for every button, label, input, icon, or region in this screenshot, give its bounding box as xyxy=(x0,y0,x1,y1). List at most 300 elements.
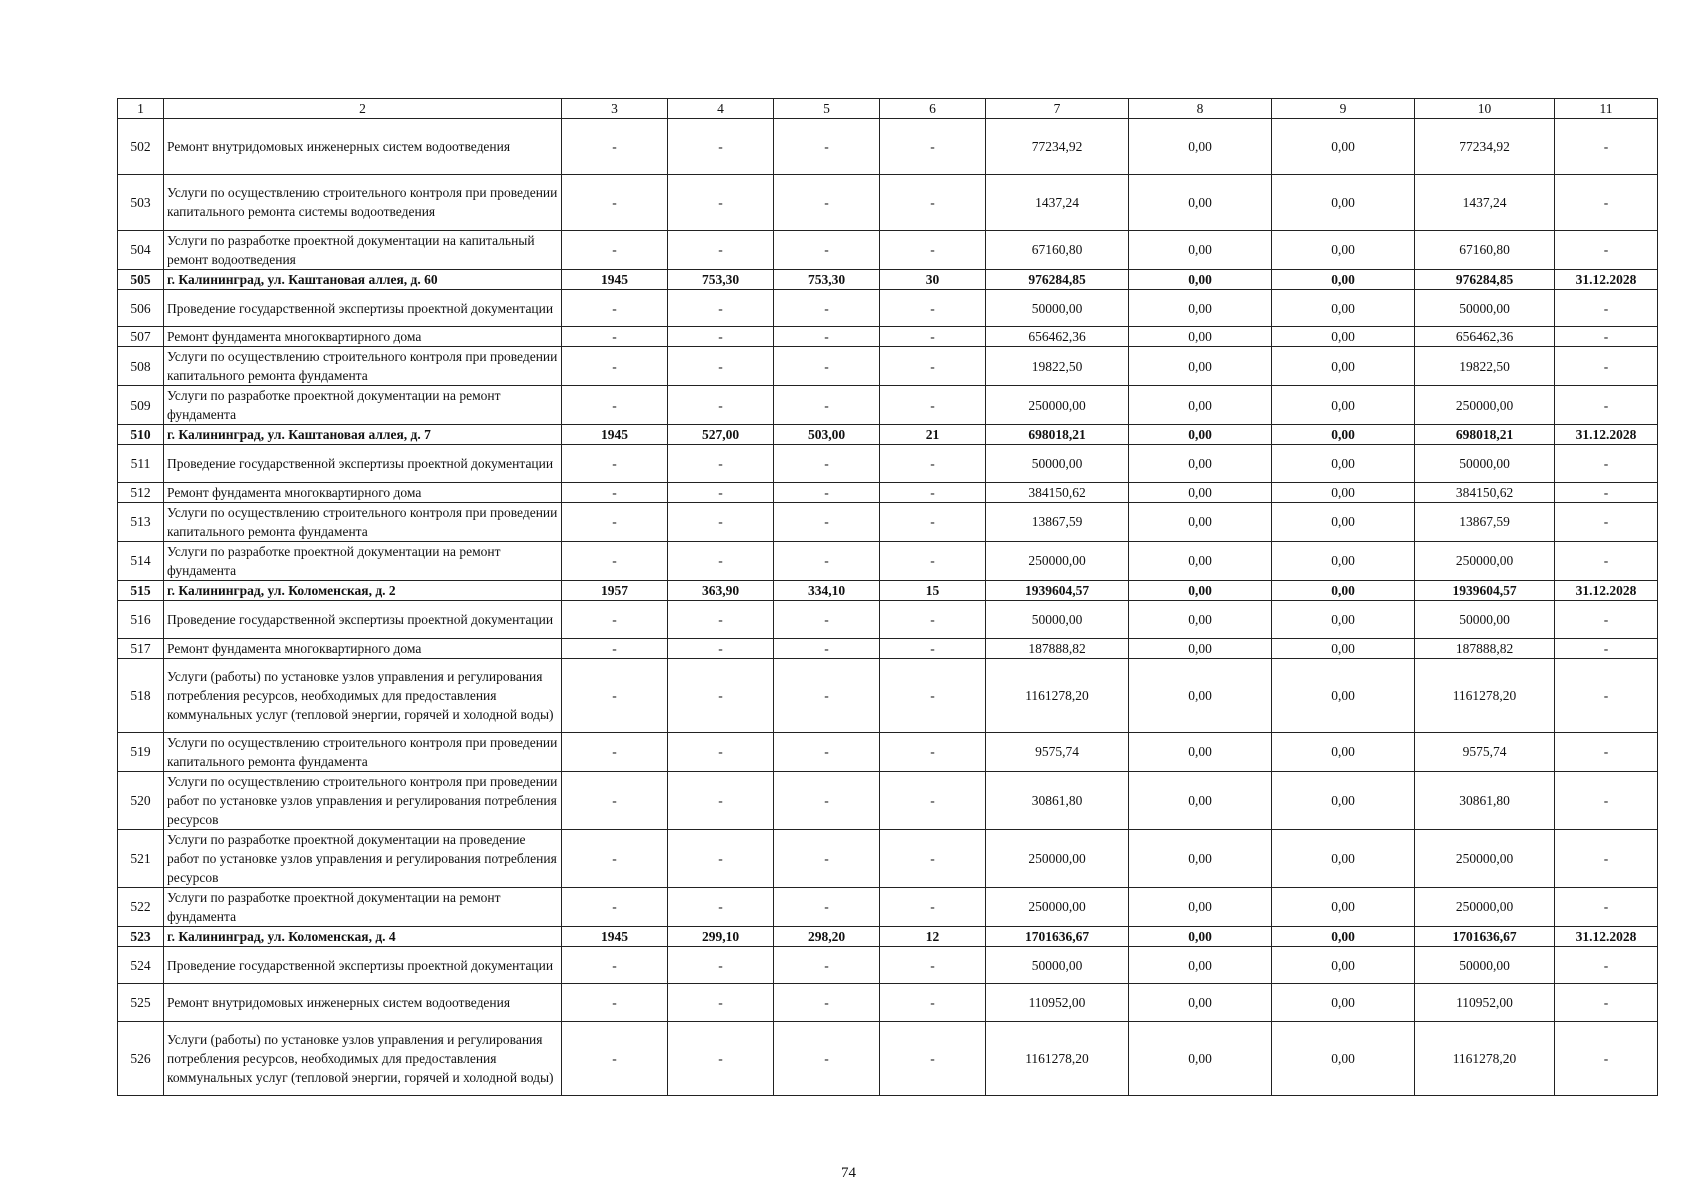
work-description-cell: Проведение государственной экспертизы проектной документации xyxy=(164,445,562,483)
year-built-cell: - xyxy=(562,1021,668,1095)
total-cost-cell: 250000,00 xyxy=(986,386,1129,425)
living-area-cell: - xyxy=(774,658,880,732)
table-row xyxy=(118,600,1658,638)
total-area-cell: - xyxy=(668,887,774,926)
cost-total-cell: 1161278,20 xyxy=(1415,1021,1555,1095)
residents-count-cell: - xyxy=(880,327,986,347)
year-built-cell: 1945 xyxy=(562,926,668,946)
residents-count-cell: 30 xyxy=(880,269,986,289)
total-area-cell: - xyxy=(668,482,774,502)
residents-count-cell: - xyxy=(880,386,986,425)
living-area-cell: - xyxy=(774,386,880,425)
fund-amount-cell: 0,00 xyxy=(1129,771,1272,829)
deadline-cell: - xyxy=(1555,174,1658,230)
total-cost-cell: 1701636,67 xyxy=(986,926,1129,946)
address-row xyxy=(118,425,1658,445)
total-area-cell: - xyxy=(668,984,774,1022)
living-area-cell: - xyxy=(774,174,880,230)
residents-count-cell: - xyxy=(880,600,986,638)
row-number-cell: 513 xyxy=(118,502,164,541)
other-sources-cell: 0,00 xyxy=(1272,732,1415,771)
deadline-cell: - xyxy=(1555,946,1658,984)
residents-count-cell: - xyxy=(880,984,986,1022)
column-number-row xyxy=(118,99,1658,119)
page-number: 74 xyxy=(841,1165,856,1181)
living-area-cell: 503,00 xyxy=(774,425,880,445)
work-description-cell: Услуги по осуществлению строительного контроля при проведении капитального ремонта фундамента xyxy=(164,347,562,386)
fund-amount-cell: 0,00 xyxy=(1129,732,1272,771)
living-area-cell: - xyxy=(774,347,880,386)
table-row xyxy=(118,119,1658,175)
total-area-cell: 299,10 xyxy=(668,926,774,946)
cost-total-cell: 250000,00 xyxy=(1415,541,1555,580)
work-description-cell: Услуги по разработке проектной документации на капитальный ремонт водоотведения xyxy=(164,230,562,269)
fund-amount-cell: 0,00 xyxy=(1129,482,1272,502)
year-built-cell: - xyxy=(562,482,668,502)
row-number-cell: 510 xyxy=(118,425,164,445)
work-description-cell: Услуги по разработке проектной документации на ремонт фундамента xyxy=(164,386,562,425)
row-number-cell: 517 xyxy=(118,638,164,658)
residents-count-cell: - xyxy=(880,638,986,658)
other-sources-cell: 0,00 xyxy=(1272,946,1415,984)
living-area-cell: - xyxy=(774,289,880,327)
total-cost-cell: 1161278,20 xyxy=(986,658,1129,732)
residents-count-cell: - xyxy=(880,1021,986,1095)
deadline-cell: - xyxy=(1555,119,1658,175)
work-description-cell: Услуги по разработке проектной документации на ремонт фундамента xyxy=(164,887,562,926)
deadline-cell: - xyxy=(1555,658,1658,732)
fund-amount-cell: 0,00 xyxy=(1129,502,1272,541)
work-description-cell: Проведение государственной экспертизы проектной документации xyxy=(164,289,562,327)
total-area-cell: - xyxy=(668,600,774,638)
total-area-cell: - xyxy=(668,327,774,347)
deadline-cell: 31.12.2028 xyxy=(1555,425,1658,445)
work-description-cell: Услуги по осуществлению строительного контроля при проведении капитального ремонта фундамента xyxy=(164,502,562,541)
living-area-cell: - xyxy=(774,946,880,984)
row-number-cell: 515 xyxy=(118,580,164,600)
living-area-cell: - xyxy=(774,1021,880,1095)
total-cost-cell: 1161278,20 xyxy=(986,1021,1129,1095)
year-built-cell: - xyxy=(562,174,668,230)
residents-count-cell: - xyxy=(880,771,986,829)
total-cost-cell: 384150,62 xyxy=(986,482,1129,502)
total-cost-cell: 50000,00 xyxy=(986,289,1129,327)
total-area-cell: 527,00 xyxy=(668,425,774,445)
work-description-cell: Ремонт внутридомовых инженерных систем водоотведения xyxy=(164,984,562,1022)
cost-total-cell: 19822,50 xyxy=(1415,347,1555,386)
cost-total-cell: 1161278,20 xyxy=(1415,658,1555,732)
column-header: 7 xyxy=(986,99,1129,119)
table-row xyxy=(118,658,1658,732)
year-built-cell: 1945 xyxy=(562,269,668,289)
deadline-cell: 31.12.2028 xyxy=(1555,926,1658,946)
other-sources-cell: 0,00 xyxy=(1272,541,1415,580)
work-description-cell: г. Калининград, ул. Коломенская, д. 4 xyxy=(164,926,562,946)
total-area-cell: - xyxy=(668,445,774,483)
deadline-cell: - xyxy=(1555,482,1658,502)
row-number-cell: 524 xyxy=(118,946,164,984)
row-number-cell: 516 xyxy=(118,600,164,638)
total-area-cell: - xyxy=(668,119,774,175)
row-number-cell: 507 xyxy=(118,327,164,347)
year-built-cell: - xyxy=(562,771,668,829)
residents-count-cell: - xyxy=(880,946,986,984)
work-description-cell: Услуги (работы) по установке узлов управления и регулирования потребления ресурсов, необходимых для предоставления коммунальных услуг (тепловой энергии, горячей и холодной воды) xyxy=(164,658,562,732)
cost-total-cell: 1939604,57 xyxy=(1415,580,1555,600)
row-number-cell: 505 xyxy=(118,269,164,289)
total-area-cell: 753,30 xyxy=(668,269,774,289)
residents-count-cell: - xyxy=(880,887,986,926)
column-header: 5 xyxy=(774,99,880,119)
deadline-cell: - xyxy=(1555,445,1658,483)
total-area-cell: - xyxy=(668,174,774,230)
fund-amount-cell: 0,00 xyxy=(1129,638,1272,658)
year-built-cell: - xyxy=(562,541,668,580)
year-built-cell: - xyxy=(562,327,668,347)
column-header: 1 xyxy=(118,99,164,119)
cost-total-cell: 50000,00 xyxy=(1415,600,1555,638)
residents-count-cell: - xyxy=(880,541,986,580)
other-sources-cell: 0,00 xyxy=(1272,1021,1415,1095)
other-sources-cell: 0,00 xyxy=(1272,327,1415,347)
deadline-cell: - xyxy=(1555,984,1658,1022)
other-sources-cell: 0,00 xyxy=(1272,386,1415,425)
row-number-cell: 514 xyxy=(118,541,164,580)
cost-total-cell: 67160,80 xyxy=(1415,230,1555,269)
fund-amount-cell: 0,00 xyxy=(1129,445,1272,483)
residents-count-cell: - xyxy=(880,829,986,887)
fund-amount-cell: 0,00 xyxy=(1129,119,1272,175)
deadline-cell: 31.12.2028 xyxy=(1555,580,1658,600)
total-cost-cell: 13867,59 xyxy=(986,502,1129,541)
row-number-cell: 506 xyxy=(118,289,164,327)
cost-total-cell: 187888,82 xyxy=(1415,638,1555,658)
deadline-cell: - xyxy=(1555,289,1658,327)
row-number-cell: 525 xyxy=(118,984,164,1022)
work-description-cell: Ремонт внутридомовых инженерных систем водоотведения xyxy=(164,119,562,175)
total-cost-cell: 9575,74 xyxy=(986,732,1129,771)
column-header: 9 xyxy=(1272,99,1415,119)
cost-total-cell: 110952,00 xyxy=(1415,984,1555,1022)
living-area-cell: - xyxy=(774,984,880,1022)
row-number-cell: 502 xyxy=(118,119,164,175)
total-cost-cell: 67160,80 xyxy=(986,230,1129,269)
deadline-cell: - xyxy=(1555,502,1658,541)
residents-count-cell: 21 xyxy=(880,425,986,445)
deadline-cell: - xyxy=(1555,887,1658,926)
living-area-cell: - xyxy=(774,887,880,926)
cost-total-cell: 1437,24 xyxy=(1415,174,1555,230)
cost-total-cell: 50000,00 xyxy=(1415,946,1555,984)
residents-count-cell: - xyxy=(880,289,986,327)
living-area-cell: - xyxy=(774,732,880,771)
fund-amount-cell: 0,00 xyxy=(1129,926,1272,946)
cost-total-cell: 50000,00 xyxy=(1415,445,1555,483)
work-description-cell: Ремонт фундамента многоквартирного дома xyxy=(164,482,562,502)
cost-total-cell: 384150,62 xyxy=(1415,482,1555,502)
year-built-cell: - xyxy=(562,887,668,926)
table-row xyxy=(118,732,1658,771)
living-area-cell: - xyxy=(774,327,880,347)
fund-amount-cell: 0,00 xyxy=(1129,829,1272,887)
fund-amount-cell: 0,00 xyxy=(1129,541,1272,580)
table-row xyxy=(118,887,1658,926)
cost-total-cell: 250000,00 xyxy=(1415,887,1555,926)
fund-amount-cell: 0,00 xyxy=(1129,386,1272,425)
living-area-cell: 298,20 xyxy=(774,926,880,946)
row-number-cell: 504 xyxy=(118,230,164,269)
fund-amount-cell: 0,00 xyxy=(1129,1021,1272,1095)
year-built-cell: - xyxy=(562,638,668,658)
row-number-cell: 503 xyxy=(118,174,164,230)
year-built-cell: - xyxy=(562,289,668,327)
living-area-cell: 753,30 xyxy=(774,269,880,289)
other-sources-cell: 0,00 xyxy=(1272,269,1415,289)
year-built-cell: - xyxy=(562,946,668,984)
total-area-cell: - xyxy=(668,347,774,386)
deadline-cell: - xyxy=(1555,638,1658,658)
other-sources-cell: 0,00 xyxy=(1272,230,1415,269)
other-sources-cell: 0,00 xyxy=(1272,600,1415,638)
total-cost-cell: 1939604,57 xyxy=(986,580,1129,600)
work-description-cell: Услуги (работы) по установке узлов управления и регулирования потребления ресурсов, необходимых для предоставления коммунальных услуг (тепловой энергии, горячей и холодной воды) xyxy=(164,1021,562,1095)
other-sources-cell: 0,00 xyxy=(1272,580,1415,600)
total-area-cell: - xyxy=(668,946,774,984)
cost-total-cell: 9575,74 xyxy=(1415,732,1555,771)
table-row xyxy=(118,638,1658,658)
column-header: 10 xyxy=(1415,99,1555,119)
column-header: 8 xyxy=(1129,99,1272,119)
other-sources-cell: 0,00 xyxy=(1272,829,1415,887)
cost-total-cell: 976284,85 xyxy=(1415,269,1555,289)
year-built-cell: - xyxy=(562,386,668,425)
table-row xyxy=(118,541,1658,580)
residents-count-cell: 15 xyxy=(880,580,986,600)
residents-count-cell: - xyxy=(880,230,986,269)
work-description-cell: Услуги по разработке проектной документации на ремонт фундамента xyxy=(164,541,562,580)
table-row xyxy=(118,289,1658,327)
row-number-cell: 522 xyxy=(118,887,164,926)
fund-amount-cell: 0,00 xyxy=(1129,658,1272,732)
deadline-cell: 31.12.2028 xyxy=(1555,269,1658,289)
total-cost-cell: 50000,00 xyxy=(986,946,1129,984)
year-built-cell: - xyxy=(562,119,668,175)
year-built-cell: - xyxy=(562,732,668,771)
total-cost-cell: 110952,00 xyxy=(986,984,1129,1022)
total-cost-cell: 698018,21 xyxy=(986,425,1129,445)
other-sources-cell: 0,00 xyxy=(1272,289,1415,327)
living-area-cell: - xyxy=(774,482,880,502)
total-area-cell: - xyxy=(668,502,774,541)
residents-count-cell: - xyxy=(880,732,986,771)
residents-count-cell: - xyxy=(880,502,986,541)
address-row xyxy=(118,926,1658,946)
year-built-cell: 1957 xyxy=(562,580,668,600)
year-built-cell: - xyxy=(562,230,668,269)
fund-amount-cell: 0,00 xyxy=(1129,425,1272,445)
year-built-cell: - xyxy=(562,445,668,483)
total-cost-cell: 19822,50 xyxy=(986,347,1129,386)
other-sources-cell: 0,00 xyxy=(1272,347,1415,386)
other-sources-cell: 0,00 xyxy=(1272,119,1415,175)
year-built-cell: - xyxy=(562,829,668,887)
deadline-cell: - xyxy=(1555,386,1658,425)
total-area-cell: 363,90 xyxy=(668,580,774,600)
residents-count-cell: - xyxy=(880,445,986,483)
residents-count-cell: - xyxy=(880,347,986,386)
other-sources-cell: 0,00 xyxy=(1272,445,1415,483)
column-header: 4 xyxy=(668,99,774,119)
table-row xyxy=(118,502,1658,541)
living-area-cell: - xyxy=(774,541,880,580)
total-area-cell: - xyxy=(668,289,774,327)
living-area-cell: - xyxy=(774,638,880,658)
row-number-cell: 518 xyxy=(118,658,164,732)
fund-amount-cell: 0,00 xyxy=(1129,230,1272,269)
total-area-cell: - xyxy=(668,230,774,269)
cost-total-cell: 30861,80 xyxy=(1415,771,1555,829)
total-area-cell: - xyxy=(668,658,774,732)
work-description-cell: Услуги по осуществлению строительного контроля при проведении работ по установке узлов управления и регулирования потребления ресурсов xyxy=(164,771,562,829)
fund-amount-cell: 0,00 xyxy=(1129,327,1272,347)
total-cost-cell: 30861,80 xyxy=(986,771,1129,829)
work-description-cell: Ремонт фундамента многоквартирного дома xyxy=(164,638,562,658)
total-cost-cell: 976284,85 xyxy=(986,269,1129,289)
year-built-cell: - xyxy=(562,984,668,1022)
row-number-cell: 511 xyxy=(118,445,164,483)
living-area-cell: - xyxy=(774,600,880,638)
table-row xyxy=(118,482,1658,502)
other-sources-cell: 0,00 xyxy=(1272,638,1415,658)
row-number-cell: 520 xyxy=(118,771,164,829)
residents-count-cell: 12 xyxy=(880,926,986,946)
total-cost-cell: 50000,00 xyxy=(986,600,1129,638)
row-number-cell: 509 xyxy=(118,386,164,425)
deadline-cell: - xyxy=(1555,732,1658,771)
fund-amount-cell: 0,00 xyxy=(1129,289,1272,327)
fund-amount-cell: 0,00 xyxy=(1129,174,1272,230)
other-sources-cell: 0,00 xyxy=(1272,425,1415,445)
cost-total-cell: 77234,92 xyxy=(1415,119,1555,175)
work-description-cell: Услуги по осуществлению строительного контроля при проведении капитального ремонта фундамента xyxy=(164,732,562,771)
total-cost-cell: 50000,00 xyxy=(986,445,1129,483)
other-sources-cell: 0,00 xyxy=(1272,926,1415,946)
fund-amount-cell: 0,00 xyxy=(1129,946,1272,984)
living-area-cell: - xyxy=(774,119,880,175)
fund-amount-cell: 0,00 xyxy=(1129,347,1272,386)
total-area-cell: - xyxy=(668,386,774,425)
total-area-cell: - xyxy=(668,732,774,771)
other-sources-cell: 0,00 xyxy=(1272,502,1415,541)
column-header: 3 xyxy=(562,99,668,119)
residents-count-cell: - xyxy=(880,119,986,175)
cost-total-cell: 13867,59 xyxy=(1415,502,1555,541)
residents-count-cell: - xyxy=(880,482,986,502)
table-row xyxy=(118,174,1658,230)
work-description-cell: г. Калининград, ул. Каштановая аллея, д. 60 xyxy=(164,269,562,289)
work-description-cell: Ремонт фундамента многоквартирного дома xyxy=(164,327,562,347)
work-description-cell: Проведение государственной экспертизы проектной документации xyxy=(164,600,562,638)
fund-amount-cell: 0,00 xyxy=(1129,580,1272,600)
table-row xyxy=(118,771,1658,829)
table-row xyxy=(118,1021,1658,1095)
column-header: 2 xyxy=(164,99,562,119)
cost-total-cell: 656462,36 xyxy=(1415,327,1555,347)
living-area-cell: - xyxy=(774,230,880,269)
deadline-cell: - xyxy=(1555,230,1658,269)
work-description-cell: Услуги по осуществлению строительного контроля при проведении капитального ремонта системы водоотведения xyxy=(164,174,562,230)
total-cost-cell: 656462,36 xyxy=(986,327,1129,347)
table-row xyxy=(118,984,1658,1022)
year-built-cell: - xyxy=(562,658,668,732)
cost-total-cell: 698018,21 xyxy=(1415,425,1555,445)
other-sources-cell: 0,00 xyxy=(1272,771,1415,829)
address-row xyxy=(118,269,1658,289)
deadline-cell: - xyxy=(1555,347,1658,386)
table-row xyxy=(118,327,1658,347)
residents-count-cell: - xyxy=(880,174,986,230)
total-area-cell: - xyxy=(668,541,774,580)
residents-count-cell: - xyxy=(880,658,986,732)
column-header: 6 xyxy=(880,99,986,119)
year-built-cell: 1945 xyxy=(562,425,668,445)
fund-amount-cell: 0,00 xyxy=(1129,887,1272,926)
year-built-cell: - xyxy=(562,600,668,638)
year-built-cell: - xyxy=(562,502,668,541)
year-built-cell: - xyxy=(562,347,668,386)
deadline-cell: - xyxy=(1555,829,1658,887)
column-header: 11 xyxy=(1555,99,1658,119)
row-number-cell: 512 xyxy=(118,482,164,502)
cost-total-cell: 250000,00 xyxy=(1415,829,1555,887)
other-sources-cell: 0,00 xyxy=(1272,482,1415,502)
table-row xyxy=(118,445,1658,483)
total-area-cell: - xyxy=(668,829,774,887)
deadline-cell: - xyxy=(1555,1021,1658,1095)
address-row xyxy=(118,580,1658,600)
table-row xyxy=(118,829,1658,887)
fund-amount-cell: 0,00 xyxy=(1129,269,1272,289)
row-number-cell: 521 xyxy=(118,829,164,887)
cost-total-cell: 250000,00 xyxy=(1415,386,1555,425)
table-body xyxy=(118,99,1658,1096)
work-description-cell: Проведение государственной экспертизы проектной документации xyxy=(164,946,562,984)
capital-repair-table xyxy=(117,98,1658,1096)
total-cost-cell: 250000,00 xyxy=(986,541,1129,580)
deadline-cell: - xyxy=(1555,600,1658,638)
row-number-cell: 519 xyxy=(118,732,164,771)
other-sources-cell: 0,00 xyxy=(1272,984,1415,1022)
total-area-cell: - xyxy=(668,1021,774,1095)
other-sources-cell: 0,00 xyxy=(1272,658,1415,732)
deadline-cell: - xyxy=(1555,541,1658,580)
cost-total-cell: 50000,00 xyxy=(1415,289,1555,327)
total-cost-cell: 187888,82 xyxy=(986,638,1129,658)
total-area-cell: - xyxy=(668,638,774,658)
work-description-cell: Услуги по разработке проектной документации на проведение работ по установке узлов управления и регулирования потребления ресурсов xyxy=(164,829,562,887)
row-number-cell: 523 xyxy=(118,926,164,946)
fund-amount-cell: 0,00 xyxy=(1129,600,1272,638)
deadline-cell: - xyxy=(1555,771,1658,829)
fund-amount-cell: 0,00 xyxy=(1129,984,1272,1022)
other-sources-cell: 0,00 xyxy=(1272,174,1415,230)
other-sources-cell: 0,00 xyxy=(1272,887,1415,926)
living-area-cell: - xyxy=(774,445,880,483)
row-number-cell: 508 xyxy=(118,347,164,386)
total-cost-cell: 1437,24 xyxy=(986,174,1129,230)
table-row xyxy=(118,230,1658,269)
table-row xyxy=(118,946,1658,984)
